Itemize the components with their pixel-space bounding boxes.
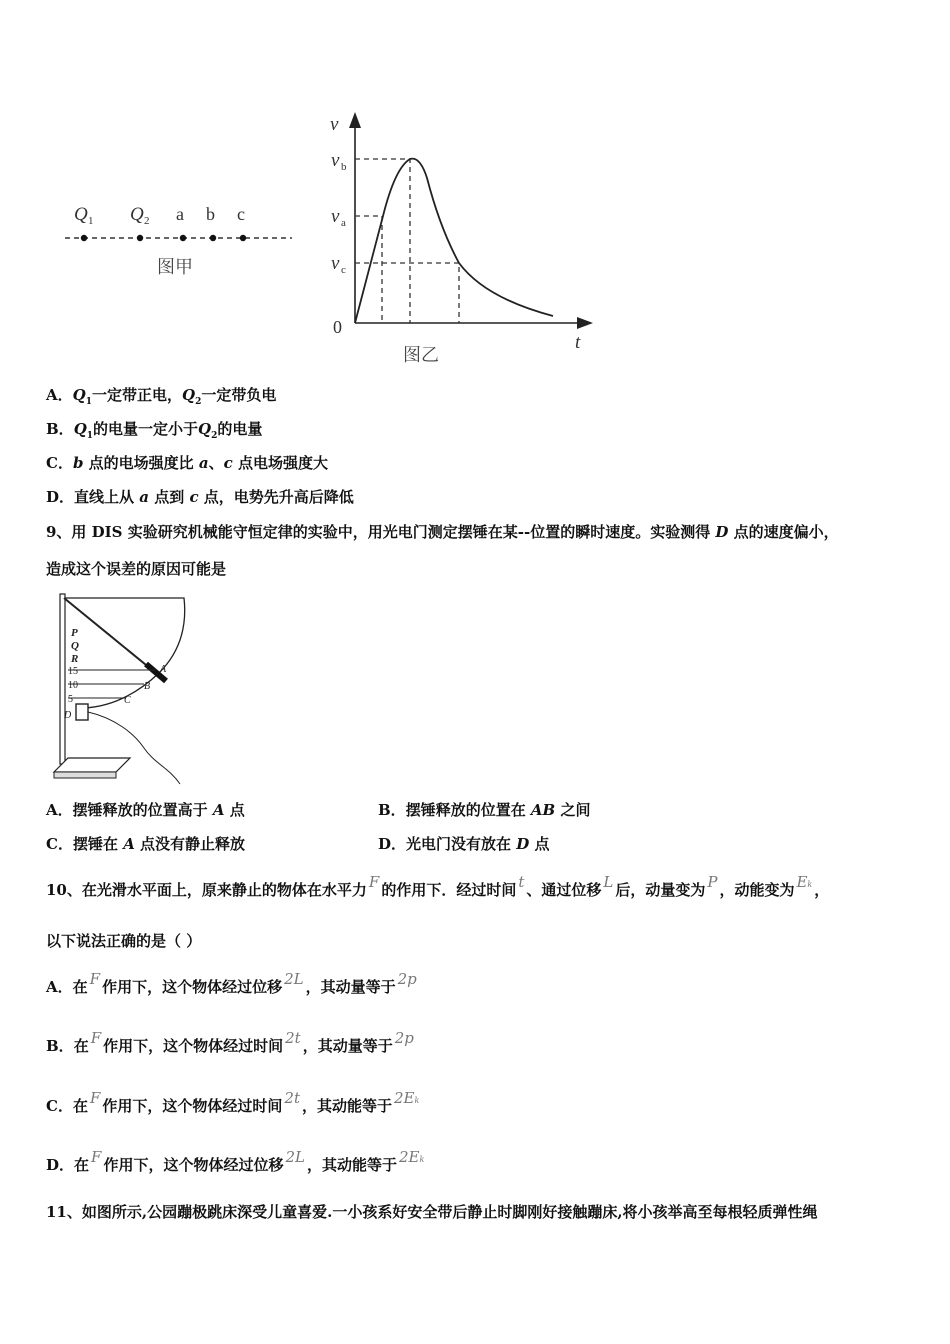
option-prefix: A． [46,386,73,404]
option-text: 点的电场强度比 [83,454,199,472]
q10-option-c[interactable] [46,1089,421,1119]
math-y-main: 2E [394,1089,415,1107]
math-f: F [89,1089,101,1107]
label-a: a [176,204,184,224]
figure-jia [60,195,300,285]
var: A [212,801,225,819]
q10-option-b[interactable] [46,1029,416,1059]
var-q: Q [182,386,196,404]
option-text: 点电场强度大 [232,454,329,472]
option-text: 直线上从 [74,488,140,506]
vb-label-sub: b [341,161,347,173]
label-c: C [124,695,131,706]
q10-stem-line2: 以下说法正确的是（ ） [46,932,202,950]
point-q2 [137,235,143,241]
stem-text: 的作用下．经过时间 [381,881,517,899]
option-text: 的电量一定小于 [93,420,199,438]
x-axis-arrow [577,317,593,329]
option-text: 的电量 [217,420,263,438]
var-d: D [715,523,729,541]
q10-option-d[interactable] [46,1148,426,1178]
var: D [516,835,530,853]
option-text: 摆锤在 [72,835,124,853]
stand-base-side [54,772,116,778]
option-text: 一定带负电 [201,386,277,404]
option-text: 光电门没有放在 [406,835,517,853]
var: A [123,835,135,853]
option-text: 点，电势先升高后降低 [198,488,354,506]
option-text: ，其动能等于 [306,1156,397,1174]
pendulum-figure [44,588,194,790]
var-a: a [139,488,149,506]
option-text: 摆锤释放的位置在 [405,801,531,819]
option-text: 在 [74,1156,90,1174]
math-x: 2t [284,1089,300,1107]
label-q2-sub: 2 [144,215,150,227]
option-prefix: C． [46,1097,73,1115]
option-text: 点 [529,835,550,853]
vc-label: v [331,253,340,274]
option-text: 在 [73,1037,89,1055]
y-axis-label: v [330,114,339,135]
q9-option-d[interactable] [378,834,550,854]
option-text: 一定带正电， [91,386,182,404]
math-l: L [603,873,614,891]
arc-board [64,598,185,708]
option-text: ，其动能等于 [301,1097,392,1115]
option-prefix: D． [378,835,407,853]
math-y [398,970,417,988]
q9-option-b[interactable] [378,800,590,820]
math-sub-k: k [414,1096,420,1105]
option-prefix: B． [46,420,74,438]
math-f: F [89,970,101,988]
math-y-main: 2E [399,1148,420,1166]
var-a: a [198,454,209,472]
option-text: 之间 [555,801,591,819]
option-text: 作用下，这个物体经过位移 [102,978,283,996]
vb-label: v [331,150,340,171]
option-text: 作用下，这个物体经过时间 [102,1097,283,1115]
stem-text: 后，动量变为 [615,881,706,899]
stem-text: 、通过位移 [526,881,602,899]
option-prefix: B． [46,1037,74,1055]
point-c [240,235,246,241]
va-label-sub: a [341,217,346,229]
var-c: c [223,454,233,472]
subscript: 1 [85,397,92,407]
label-10: 10 [68,680,78,691]
q11-stem: 11、如图所示,公园蹦极跳床深受儿童喜爱.一小孩系好安全带后静止时脚刚好接触蹦床,将小孩举高至每根轻质弹性绳 [46,1203,818,1221]
math-p: P [707,873,718,891]
q10-stem-line1 [46,873,830,903]
subscript: 1 [86,431,94,441]
option-text: ，其动量等于 [302,1037,393,1055]
option-prefix: D． [46,1156,75,1174]
option-text: 点没有静止释放 [134,835,246,853]
stem-text: 点的速度偏小， [728,523,839,541]
caption-jia: 图甲 [157,257,193,277]
q9-stem-line2: 造成这个误差的原因可能是 [46,560,227,578]
point-a [180,235,186,241]
math-t: t [518,873,525,891]
label-c: c [237,204,245,224]
option-text: 、 [208,454,224,472]
option-text: 在 [72,1097,88,1115]
subscript: 2 [195,397,202,407]
label-q1: Q [74,204,88,225]
math-e: E [796,873,808,891]
option-prefix: C． [46,835,73,853]
var-c: c [189,488,199,506]
option-text: 摆锤释放的位置高于 [72,801,213,819]
option-prefix: D． [46,488,75,506]
option-text: 作用下，这个物体经过位移 [103,1156,284,1174]
q8-option-a[interactable] [46,385,276,412]
var-b: b [72,454,84,472]
q10-option-a[interactable] [46,970,419,1000]
var-q: Q [198,420,212,438]
q8-option-d[interactable] [46,487,354,507]
q9-option-a[interactable] [46,800,245,820]
stem-text: ，动能变为 [719,881,795,899]
label-p: P [71,627,78,639]
point-b [210,235,216,241]
origin-label: 0 [333,317,342,337]
q8-option-b[interactable] [46,419,262,446]
math-f: F [368,873,380,891]
label-q1-sub: 1 [88,215,94,227]
q8-option-c[interactable] [46,453,328,473]
math-x: 2L [285,1148,305,1166]
y-axis-arrow [349,112,361,128]
subscript: 2 [211,431,218,441]
option-prefix: B． [378,801,406,819]
math-y [395,1029,414,1047]
math-f: F [91,1148,102,1166]
stand-rod [60,594,65,764]
math-ek [796,873,812,891]
option-text: ，其动量等于 [305,978,396,996]
var: AB [530,801,556,819]
var-q: Q [72,386,86,404]
label-b: b [206,204,215,224]
velocity-curve [355,159,553,323]
math-x: 2L [284,970,304,988]
label-b: B [144,681,151,692]
stem-text: ， [814,881,830,899]
va-label: v [331,206,340,227]
label-15: 15 [68,666,78,677]
point-q1 [81,235,87,241]
caption-yi: 图乙 [403,345,439,365]
stem-text: 9、用 DIS 实验研究机械能守恒定律的实验中，用光电门测定摆锤在某--位置的瞬时速度。实验测得 [46,523,716,541]
math-y-main: 2p [397,970,417,988]
photogate [76,704,88,720]
vc-label-sub: c [341,264,346,276]
var-q: Q [73,420,87,438]
stand-base [54,758,130,772]
label-5: 5 [68,694,73,705]
math-y-main: 2p [394,1029,414,1047]
option-prefix: A． [46,801,73,819]
math-f: F [90,1029,102,1047]
option-text: 作用下，这个物体经过时间 [103,1037,284,1055]
option-text: 点到 [148,488,190,506]
math-sub-k: k [807,880,813,889]
math-x: 2t [285,1029,301,1047]
figure-yi [325,108,600,370]
stem-text: 10、在光滑水平面上，原来静止的物体在水平力 [46,881,367,899]
option-prefix: A． [46,978,73,996]
x-axis-label: t [575,332,581,353]
label-q2: Q [130,204,144,225]
vc-guide [355,263,459,323]
math-sub-k: k [419,1155,425,1164]
option-prefix: C． [46,454,73,472]
label-r: R [71,653,79,665]
label-a: A [160,664,167,675]
q9-stem-line1 [46,522,839,542]
option-text: 点 [224,801,245,819]
math-y [394,1089,419,1107]
math-y [399,1148,424,1166]
option-text: 在 [72,978,88,996]
label-d: D [64,710,72,721]
label-q: Q [71,640,79,652]
q9-option-c[interactable] [46,834,245,854]
